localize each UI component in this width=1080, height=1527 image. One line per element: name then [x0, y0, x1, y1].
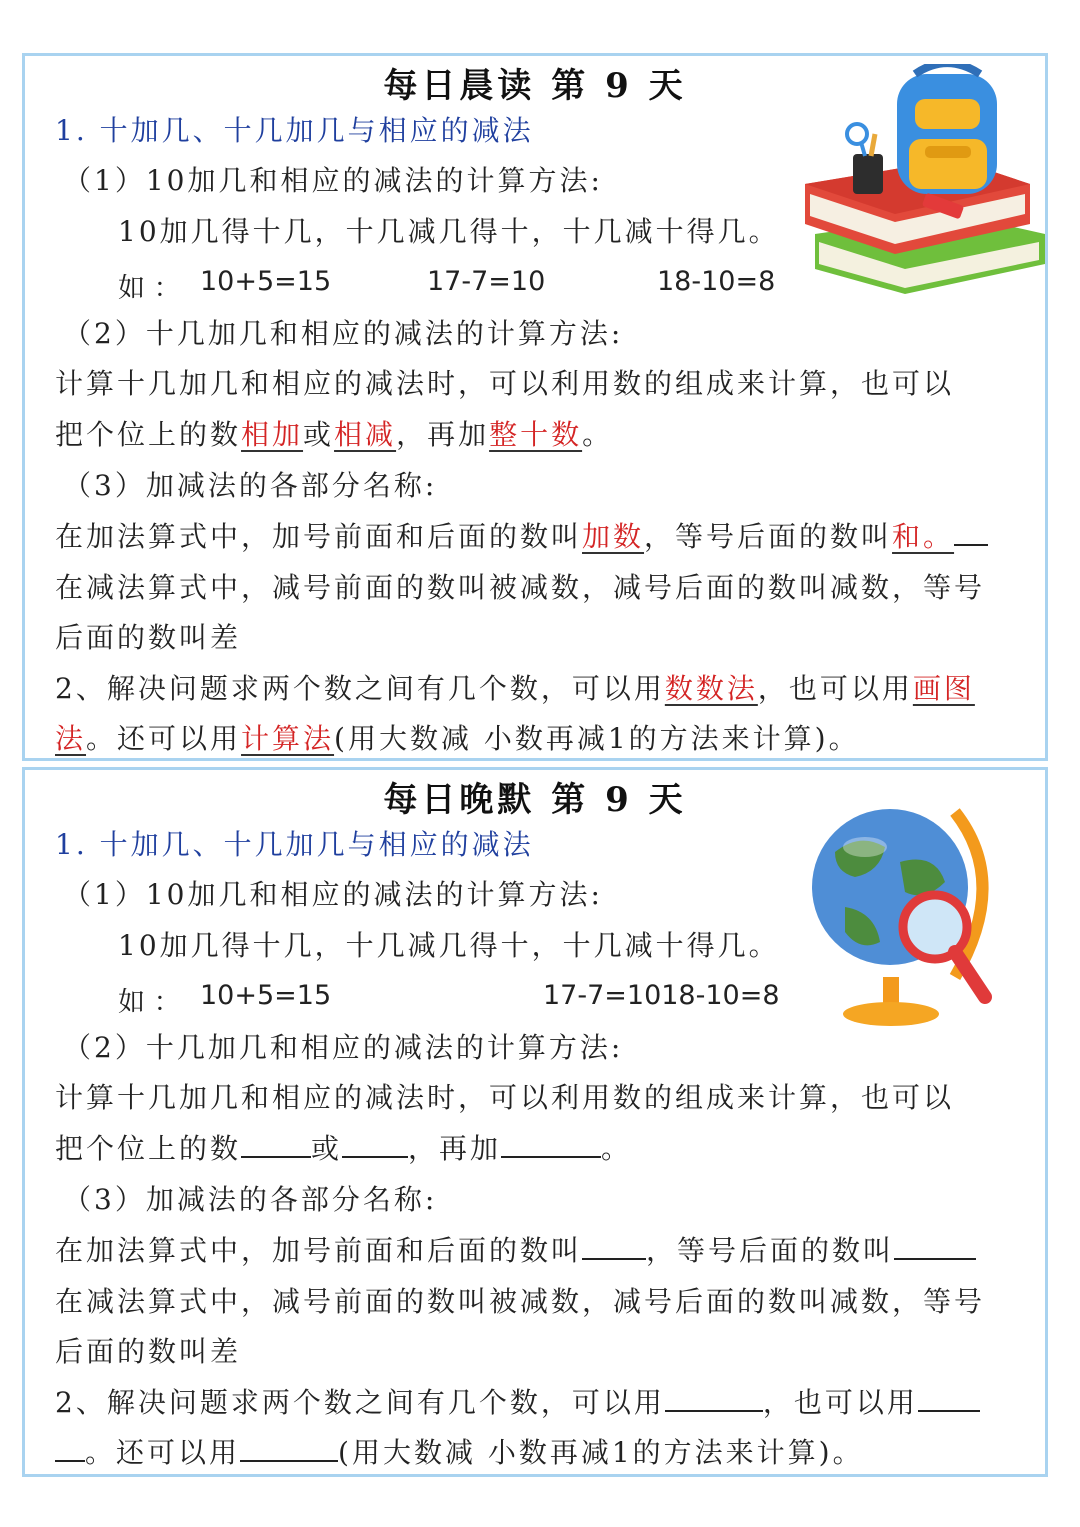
morning-para3-line2: 在减法算式中，减号前面的数叫被减数，减号后面的数叫减数，等号 — [55, 571, 986, 604]
evening-para2-line2: 把个位上的数 或 ，再加 。 — [55, 1132, 633, 1165]
morning-para3-line3: 后面的数叫差 — [55, 621, 242, 654]
morning-para3-line1: 在加法算式中，加号前面和后面的数叫加数，等号后面的数叫和。 — [55, 517, 988, 557]
blank-subtract[interactable] — [342, 1130, 408, 1158]
evening-example-prefix: 如 ： — [118, 987, 181, 1018]
answer-drawing-method: 画图 — [912, 672, 975, 705]
answer-counting-method: 数数法 — [664, 672, 758, 705]
evening-example-a: 10+5=15 — [200, 980, 332, 1011]
blank-add[interactable] — [241, 1130, 311, 1158]
morning-question2-line2: 法。还可以用计算法(用大数减 小数再减1的方法来计算)。 — [55, 722, 860, 755]
evening-question2-line2: 。还可以用 (用大数减 小数再减1的方法来计算)。 — [55, 1433, 864, 1473]
evening-para3-line1: 在加法算式中，加号前面和后面的数叫 ，等号后面的数叫 — [55, 1231, 976, 1271]
blank-counting-method[interactable] — [665, 1384, 763, 1412]
blank-addend[interactable] — [582, 1232, 646, 1260]
morning-subheading-3: （3）加减法的各部分名称: — [63, 469, 438, 502]
answer-addend: 加数 — [582, 520, 645, 553]
answer-subtract: 相减 — [334, 418, 397, 451]
morning-title: 每日晨读 第 9 天 — [383, 66, 687, 106]
morning-reading-card — [22, 53, 1048, 761]
morning-heading-1: 1. 十加几、十几加几与相应的减法 — [55, 114, 534, 147]
evening-question2-line1: 2、解决问题求两个数之间有几个数，可以用 ，也可以用 — [55, 1383, 980, 1423]
morning-question2-line1: 2、解决问题求两个数之间有几个数，可以用数数法，也可以用画图 — [55, 672, 975, 705]
morning-example-a: 10+5=15 — [200, 266, 332, 297]
evening-para2-line1: 计算十几加几和相应的减法时，可以利用数的组成来计算，也可以 — [55, 1081, 955, 1114]
morning-para2-line1: 计算十几加几和相应的减法时，可以利用数的组成来计算，也可以 — [55, 367, 955, 400]
evening-para3-line2: 在减法算式中，减号前面的数叫被减数，减号后面的数叫减数，等号 — [55, 1285, 986, 1318]
evening-rule-1: 10加几得十几，十几减几得十，十几减十得几。 — [118, 929, 780, 962]
backpack-books-illustration — [805, 64, 1050, 304]
morning-subheading-2: （2）十几加几和相应的减法的计算方法: — [63, 317, 624, 350]
morning-subheading-1: （1）10加几和相应的减法的计算方法: — [63, 164, 603, 197]
blank-whole-tens[interactable] — [501, 1130, 601, 1158]
blank-drawing-method[interactable] — [918, 1384, 980, 1412]
evening-subheading-2: （2）十几加几和相应的减法的计算方法: — [63, 1031, 624, 1064]
morning-example-c: 18-10=8 — [657, 266, 776, 297]
globe-magnifier-illustration — [805, 792, 1005, 1032]
answer-calculation-method: 计算法 — [241, 722, 335, 755]
morning-para2-line2: 把个位上的数相加或相减，再加整十数。 — [55, 418, 614, 451]
evening-example-bc: 17-7=1018-10=8 — [543, 980, 780, 1011]
morning-rule-1: 10加几得十几，十几减几得十，十几减十得几。 — [118, 215, 780, 248]
answer-sum: 和。 — [892, 520, 955, 553]
answer-add: 相加 — [241, 418, 304, 451]
evening-heading-1: 1. 十加几、十几加几与相应的减法 — [55, 828, 534, 861]
evening-subheading-1: （1）10加几和相应的减法的计算方法: — [63, 878, 603, 911]
blank-calculation-method[interactable] — [240, 1434, 338, 1462]
evening-dictation-card — [22, 767, 1048, 1477]
morning-example-b: 17-7=10 — [427, 266, 546, 297]
blank-sum[interactable] — [894, 1232, 976, 1260]
evening-title: 每日晚默 第 9 天 — [383, 780, 687, 820]
morning-example-prefix: 如 ： — [118, 273, 181, 304]
evening-para3-line3: 后面的数叫差 — [55, 1335, 242, 1368]
evening-subheading-3: （3）加减法的各部分名称: — [63, 1183, 438, 1216]
answer-whole-tens: 整十数 — [489, 418, 583, 451]
